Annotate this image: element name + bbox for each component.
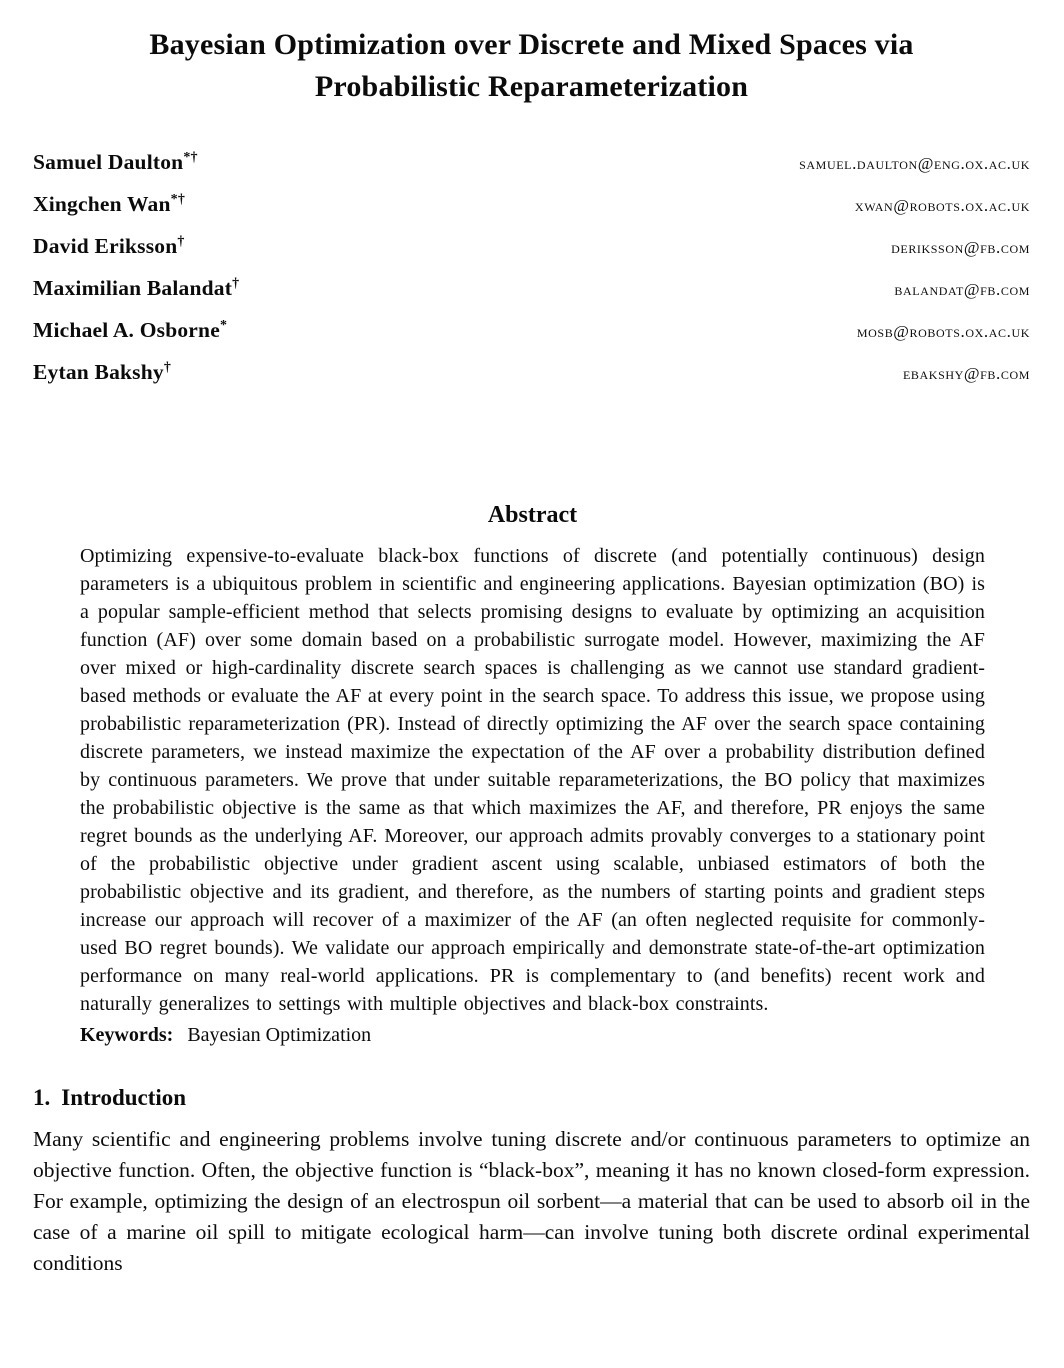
author-row (33, 318, 1030, 360)
author-row (33, 234, 1030, 276)
introduction-paragraph: Many scientific and engineering problems involve tuning discrete and/or continuous parameters to optimize an objective function. Often, the objective function is “black-box”, meaning it has no known closed-form expression. For example, optimizing the design of an electrospun oil sorbent—a material that can be used to absorb oil in the case of a marine oil spill to mitigate ecological harm—can involve tuning both discrete ordinal experimental conditions (33, 1127, 1030, 1275)
author-name-text: Michael A. Osborne (33, 318, 220, 342)
paper-title (33, 24, 1030, 108)
keywords-line (80, 1021, 985, 1049)
author-affiliation-marks: *† (183, 149, 198, 165)
author-email: xwan@robots.ox.ac.uk (854, 196, 1030, 215)
section-number: 1. (33, 1085, 51, 1110)
author-affiliation-marks: *† (170, 191, 186, 207)
abstract-text: Optimizing expensive-to-evaluate black-box functions of discrete (and potentially continuous) design parameters is a ubiquitous problem in scientific and engineering applications. Bayesian optimization (BO) is a popular sample-efficient method that selects promising designs to evaluate by optimizing an acquisition function (AF) over some domain based on a probabilistic surrogate model. However, maximizing the AF over mixed or high-cardinality discrete search spaces is challenging as we cannot use standard gradient-based methods or evaluate the AF at every point in the search space. To address this issue, we propose using probabilistic reparameterization (PR). Instead of directly optimizing the AF over the search space containing discrete parameters, we instead maximize the expectation of the AF over a probability distribution defined by continuous parameters. We prove that under suitable reparameterizations, the BO policy that maximizes the probabilistic objective is the same as that which maximizes the AF, and therefore, PR enjoys the same regret bounds as the underlying AF. Moreover, our approach admits provably converges to a stationary point of the probabilistic objective under gradient ascent using scalable, unbiased estimators of both the probabilistic objective and its gradient, and therefore, as the numbers of starting points and gradient steps increase our approach will recover of a maximizer of the AF (an often neglected requisite for commonly-used BO regret bounds). We validate our approach empirically and demonstrate state-of-the-art optimization performance on many real-world applications. PR is complementary to (and benefits) recent work and naturally generalizes to settings with multiple objectives and black-box constraints. (80, 545, 985, 1015)
author-name (33, 234, 185, 259)
author-list (33, 150, 1030, 402)
paper-title-line1: Bayesian Optimization over Discrete and Mixed Spaces via (149, 28, 914, 61)
author-email: deriksson@fb.com (891, 238, 1030, 257)
author-name (33, 276, 239, 301)
author-affiliation-marks: † (232, 275, 240, 291)
author-row (33, 192, 1030, 234)
keywords-value: Bayesian Optimization (187, 1024, 372, 1046)
author-email: samuel.daulton@eng.ox.ac.uk (799, 154, 1030, 173)
author-name (33, 318, 227, 343)
author-name-text: Xingchen Wan (33, 192, 171, 216)
author-email: mosb@robots.ox.ac.uk (856, 322, 1030, 341)
author-name-text: David Eriksson (33, 234, 178, 258)
section-heading-introduction (33, 1085, 1030, 1111)
author-name (33, 360, 171, 385)
author-name (33, 150, 198, 175)
author-affiliation-marks: † (177, 233, 185, 249)
abstract-heading: Abstract (487, 502, 578, 528)
author-affiliation-marks: * (219, 317, 228, 333)
author-affiliation-marks: † (163, 359, 172, 375)
keywords-label: Keywords: (80, 1024, 174, 1046)
author-name (33, 192, 185, 217)
abstract-block (33, 502, 1030, 1049)
paper-title-line2: Probabilistic Reparameterization (314, 70, 749, 103)
section-title: Introduction (61, 1085, 187, 1110)
author-row (33, 360, 1030, 402)
author-name-text: Samuel Daulton (33, 150, 184, 174)
author-name-text: Eytan Bakshy (33, 360, 164, 384)
author-row (33, 150, 1030, 192)
author-email: ebakshy@fb.com (903, 364, 1030, 383)
author-row (33, 276, 1030, 318)
author-email: balandat@fb.com (894, 280, 1030, 299)
author-name-text: Maximilian Balandat (33, 276, 233, 300)
